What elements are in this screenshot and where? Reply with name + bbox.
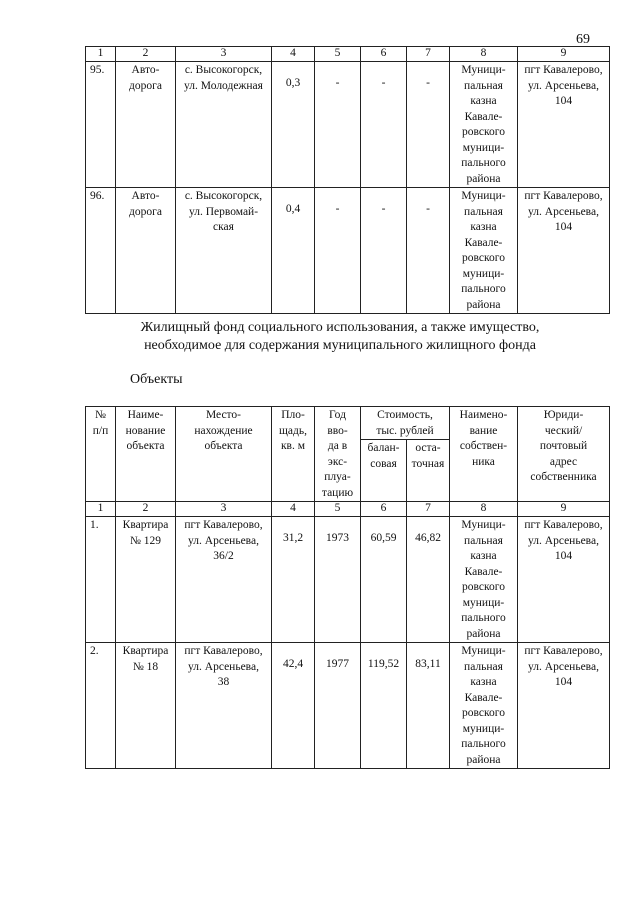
object-name: Авто- дорога [116,62,176,188]
residual-cost: - [407,188,450,314]
object-year: - [315,188,361,314]
table-row [86,517,610,643]
owner-name: Муници- пальная казна Кавале- ровского муници- пального района [450,62,518,188]
residual-cost: 46,82 [407,517,450,643]
roads-table [85,46,610,314]
owner-address: пгт Кавалерово, ул. Арсеньева, 104 [518,517,610,643]
header-balance: балан- совая [361,440,407,502]
object-name: Квартира № 18 [116,643,176,769]
balance-cost: - [361,188,407,314]
object-area: 31,2 [272,517,315,643]
header-area: Пло- щадь, кв. м [272,407,315,502]
object-year: 1973 [315,517,361,643]
column-number-row [86,502,610,517]
owner-name: Муници- пальная казна Кавале- ровского муници- пального района [450,643,518,769]
header-location: Место- нахождение объекта [176,407,272,502]
col-number: 9 [518,502,610,517]
header-name: Наиме- нование объекта [116,407,176,502]
object-year: - [315,62,361,188]
object-year: 1977 [315,643,361,769]
col-number: 6 [361,502,407,517]
housing-objects-table [85,406,610,769]
col-number: 4 [272,47,315,62]
header-residual: оста- точная [407,440,450,502]
object-location: пгт Кавалерово, ул. Арсеньева, 38 [176,643,272,769]
header-year: Год вво- да в экс- плуа- тацию [315,407,361,502]
table-row [86,62,610,188]
table-row [86,643,610,769]
owner-name: Муници- пальная казна Кавале- ровского муници- пального района [450,517,518,643]
object-location: пгт Кавалерово, ул. Арсеньева, 36/2 [176,517,272,643]
owner-address: пгт Кавалерово, ул. Арсеньева, 104 [518,188,610,314]
col-number: 8 [450,47,518,62]
col-number: 6 [361,47,407,62]
header-cost: Стоимость, тыс. рублей [361,407,450,440]
row-number: 95. [86,62,116,188]
object-area: 42,4 [272,643,315,769]
row-number: 96. [86,188,116,314]
owner-address: пгт Кавалерово, ул. Арсеньева, 104 [518,62,610,188]
table-row [86,188,610,314]
col-number: 7 [407,502,450,517]
header-owner: Наимено- вание собствен- ника [450,407,518,502]
col-number: 2 [116,502,176,517]
object-name: Авто- дорога [116,188,176,314]
header-row [86,407,610,440]
residual-cost: - [407,62,450,188]
section-heading: Жилищный фонд социального использования, а также имущество, необходимое для содержания муниципального жилищного фонда [140,320,540,353]
col-number: 3 [176,47,272,62]
owner-address: пгт Кавалерово, ул. Арсеньева, 104 [518,643,610,769]
balance-cost: 119,52 [361,643,407,769]
col-number: 9 [518,47,610,62]
column-number-row [86,47,610,62]
page-number: 69 [576,32,590,47]
object-location: с. Высокогорск, ул. Первомай- ская [176,188,272,314]
col-number: 7 [407,47,450,62]
col-number: 5 [315,502,361,517]
owner-name: Муници- пальная казна Кавале- ровского муници- пального района [450,188,518,314]
header-address: Юриди- ческий/ почтовый адрес собственника [518,407,610,502]
balance-cost: - [361,62,407,188]
residual-cost: 83,11 [407,643,450,769]
object-area: 0,4 [272,188,315,314]
object-area: 0,3 [272,62,315,188]
header-number: № п/п [86,407,116,502]
row-number: 1. [86,517,116,643]
col-number: 8 [450,502,518,517]
object-name: Квартира № 129 [116,517,176,643]
col-number: 2 [116,47,176,62]
row-number: 2. [86,643,116,769]
balance-cost: 60,59 [361,517,407,643]
section-subheading: Объекты [130,372,183,387]
col-number: 5 [315,47,361,62]
col-number: 3 [176,502,272,517]
col-number: 1 [86,47,116,62]
col-number: 1 [86,502,116,517]
object-location: с. Высокогорск, ул. Молодежная [176,62,272,188]
col-number: 4 [272,502,315,517]
